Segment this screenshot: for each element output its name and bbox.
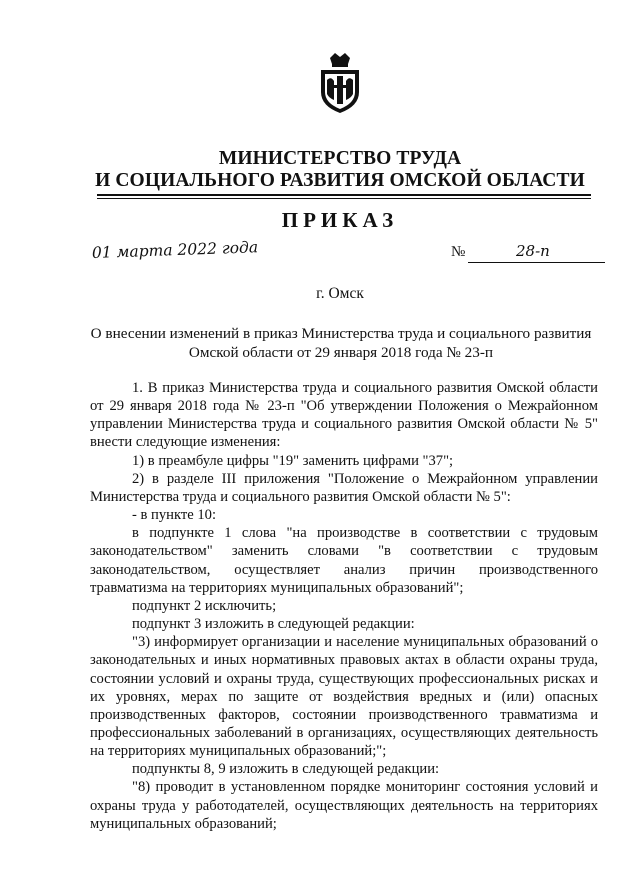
ministry-name-line2: И СОЦИАЛЬНОГО РАЗВИТИЯ ОМСКОЙ ОБЛАСТИ <box>95 170 585 191</box>
body-paragraph: подпункты 8, 9 изложить в следующей редакции: <box>132 761 440 778</box>
handwritten-date: 01 марта 2022 года <box>91 238 259 262</box>
document-subject <box>90 325 592 362</box>
document-body <box>90 379 598 833</box>
coat-of-arms-emblem <box>318 52 362 114</box>
subject-line-1: О внесении изменений в приказ Министерства труда и социального развития <box>90 325 592 342</box>
body-paragraph: 2) в разделе III приложения "Положение о Межрайонном управлении Министерства труда и социального развития Омской области № 5": <box>90 470 598 505</box>
body-paragraph: 1. В приказ Министерства труда и социального развития Омской области от 29 января 2018 года № 23-п "Об утверждении Положения о Межрайонном управлении Министерства труда и социального развития Омской области № 5" внести следующие изменения: <box>90 380 598 451</box>
handwritten-document-number: 28-п <box>516 242 550 260</box>
subject-line-2: Омской области от 29 января 2018 года № 23-п <box>188 343 494 361</box>
city-label: г. Омск <box>316 285 364 302</box>
header-rule-thin <box>97 198 591 199</box>
ministry-name-line1: МИНИСТЕРСТВО ТРУДА <box>218 148 462 169</box>
document-type-title: ПРИКАЗ <box>281 208 399 232</box>
body-paragraph: "3) информирует организации и население муниципальных образований о законодательных и иных нормативных правовых актах в области охраны труда, состоянии условий и охраны труда, существующих профессиональных рисках и их уровнях, мерах по защите от воздействия вредных и (или) опасных производственных факторов, состоянии производственного травматизма и профессиональных заболеваний в организациях, осуществляющих деятельность на территориях муниципальных образований;"; <box>90 634 598 760</box>
number-sign: № <box>451 244 466 260</box>
number-underline <box>468 262 605 263</box>
body-paragraph: в подпункте 1 слова "на производстве в соответствии с трудовым законодательством" заменить словами "в соответствии с трудовым законодательством, осуществляет анализ причин производственного травматизма на территориях муниципальных образований"; <box>90 525 598 596</box>
body-paragraph: - в пункте 10: <box>132 507 217 524</box>
body-paragraph: подпункт 3 изложить в следующей редакции: <box>132 616 415 633</box>
header-rule-thick <box>97 194 591 196</box>
body-paragraph: "8) проводит в установленном порядке мониторинг состояния условий и охраны труда у работодателей, осуществляющих деятельность на территориях муниципальных образований; <box>90 779 598 832</box>
body-paragraph: 1) в преамбуле цифры "19" заменить цифрами "37"; <box>132 452 454 469</box>
body-paragraph: подпункт 2 исключить; <box>132 597 277 614</box>
